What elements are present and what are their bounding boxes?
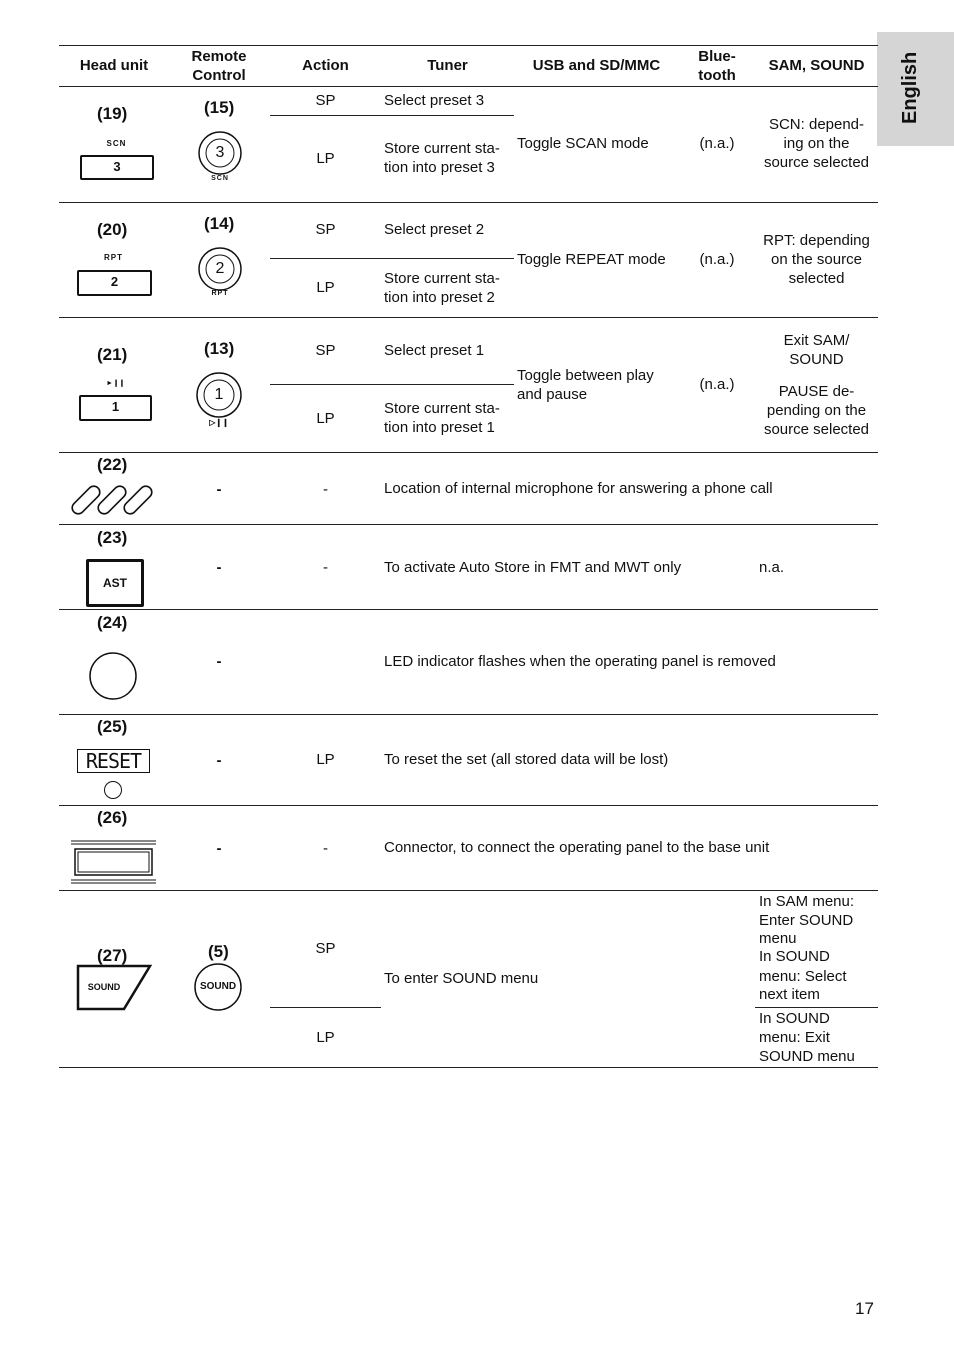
row-23-remote: - — [216, 559, 222, 576]
row-19-lp-tuner — [384, 139, 500, 177]
row-20-bt: (n.a.) — [699, 251, 735, 268]
connector-icon — [71, 840, 157, 886]
col-header-remote-line2: Control — [192, 67, 246, 84]
head-unit-key-2[interactable]: 2 — [77, 270, 152, 296]
row-27-mid-rule-left — [270, 1007, 381, 1008]
row-19-number: (19) — [97, 104, 128, 123]
row-21-bt: (n.a.) — [699, 376, 735, 393]
row-26-remote: - — [216, 840, 222, 857]
row-21-sam-l4: pending on the — [766, 402, 867, 419]
row-20-sp-tuner: Select preset 2 — [384, 221, 485, 238]
row-22-desc: Location of internal microphone for answering a phone call — [384, 480, 773, 497]
remote-scn-label: SCN — [211, 175, 229, 182]
row-27-number: (27) — [97, 946, 128, 965]
row-27-sam-sp-l1: In SAM menu: — [759, 893, 855, 910]
row-19-sam-l3: source selected — [763, 154, 870, 171]
row-26-bottom-rule — [59, 890, 878, 891]
row-23-desc: To activate Auto Store in FMT and MWT only — [384, 559, 682, 576]
reset-label: RESET — [77, 749, 150, 773]
col-header-bt-line1: Blue- — [698, 48, 736, 65]
row-21-usb — [517, 366, 654, 404]
col-header-usb: USB and SD/MMC — [532, 57, 661, 74]
row-20-usb: Toggle REPEAT mode — [517, 251, 666, 268]
row-21-sp: SP — [315, 342, 336, 359]
row-24-number: (24) — [97, 613, 128, 632]
rpt-key-label: RPT — [104, 253, 123, 262]
row-21-bottom-rule — [59, 452, 878, 453]
row-27-sp: SP — [315, 940, 336, 957]
reset-button-icon[interactable] — [104, 781, 124, 801]
row-27-mid-rule-right — [755, 1007, 878, 1008]
row-27-sam-lp-l3: SOUND menu — [759, 1048, 855, 1065]
remote-rpt-label: RPT — [211, 290, 229, 297]
row-20-sam-l1: RPT: depending — [763, 232, 870, 249]
row-19-lp: LP — [316, 150, 335, 167]
row-24-remote: - — [216, 653, 222, 670]
remote-13-number: (13) — [204, 339, 235, 358]
microphone-slots-icon — [72, 486, 158, 518]
row-21-lp-tuner-l1: Store current sta- — [384, 400, 500, 417]
row-19-sp-tuner: Select preset 3 — [384, 92, 485, 109]
row-19-lp-tuner-l1: Store current sta- — [384, 140, 500, 157]
head-unit-key-1[interactable]: 1 — [79, 395, 152, 421]
language-tab — [877, 32, 954, 146]
ast-key[interactable]: AST — [86, 559, 144, 607]
row-20-lp-tuner-l2: tion into preset 2 — [384, 289, 495, 306]
led-indicator-icon — [89, 652, 139, 702]
row-20-sam — [755, 231, 878, 288]
row-25-remote: - — [216, 752, 222, 769]
row-27-sam-lp-l1: In SOUND — [759, 1010, 830, 1027]
col-header-action: Action — [302, 57, 349, 74]
language-tab-label: English — [899, 51, 921, 124]
row-25-desc: To reset the set (all stored data will be lost) — [384, 751, 669, 768]
row-27-desc: To enter SOUND menu — [384, 970, 539, 987]
remote-button-2-digit: 2 — [215, 260, 225, 277]
remote-15-number: (15) — [204, 98, 235, 117]
row-27-sam-lp — [759, 1009, 855, 1066]
row-19-lp-tuner-l2: tion into preset 3 — [384, 159, 495, 176]
row-19-usb: Toggle SCAN mode — [517, 135, 649, 152]
row-27-sam-sp-l2: Enter SOUND — [759, 912, 854, 929]
row-21-sam-pause — [755, 382, 878, 439]
row-20-lp: LP — [316, 279, 335, 296]
row-21-sam-l1: Exit SAM/ — [783, 332, 850, 349]
table-bottom-rule — [59, 1067, 878, 1068]
row-26-desc: Connector, to connect the operating panel to the base unit — [384, 839, 770, 856]
remote-5-number: (5) — [208, 942, 229, 961]
col-header-sam-sound: SAM, SOUND — [768, 57, 865, 74]
play-pause-key-label: ►❙❙ — [106, 380, 125, 387]
row-23-bottom-rule — [59, 609, 878, 610]
row-24-bottom-rule — [59, 714, 878, 715]
row-19-sp: SP — [315, 92, 336, 109]
row-21-lp: LP — [316, 410, 335, 427]
row-21-mid-rule — [270, 384, 514, 385]
row-23-action: - — [323, 559, 328, 576]
table-top-rule — [59, 45, 878, 46]
row-19-sam-l2: ing on the — [783, 135, 850, 152]
sound-key-label: SOUND — [87, 982, 121, 992]
remote-play-pause-label: ▷❙❙ — [209, 418, 229, 427]
row-22-number: (22) — [97, 455, 128, 474]
row-21-lp-tuner-l2: tion into preset 1 — [384, 419, 495, 436]
row-22-action: - — [323, 481, 328, 498]
row-27-lp: LP — [316, 1029, 335, 1046]
scn-key-label: SCN — [106, 139, 127, 148]
row-27-sam-sp — [759, 892, 854, 1003]
row-27-sam-sp-l3: menu — [759, 930, 797, 947]
row-23-sam: n.a. — [759, 559, 785, 576]
row-21-sam-exit — [755, 331, 878, 369]
row-25-action: LP — [316, 751, 335, 768]
row-21-sp-tuner: Select preset 1 — [384, 342, 485, 359]
row-21-sam-l3: PAUSE de- — [778, 383, 855, 400]
row-27-sam-sp-l5: menu: Select — [759, 968, 847, 985]
row-20-lp-tuner — [384, 269, 500, 307]
row-25-number: (25) — [97, 717, 128, 736]
row-23-number: (23) — [97, 528, 128, 547]
remote-button-3-digit: 3 — [215, 144, 225, 161]
row-26-number: (26) — [97, 808, 128, 827]
row-19-bt: (n.a.) — [699, 135, 735, 152]
remote-14-number: (14) — [204, 214, 235, 233]
row-21-number: (21) — [97, 345, 128, 364]
row-19-sam — [755, 115, 878, 172]
row-26-action: - — [323, 840, 328, 857]
remote-sound-label: SOUND — [199, 981, 237, 992]
col-header-tuner: Tuner — [427, 57, 468, 74]
row-21-usb-l1: Toggle between play — [517, 367, 654, 384]
row-24-desc: LED indicator flashes when the operating panel is removed — [384, 653, 776, 670]
col-header-remote-line1: Remote — [191, 48, 247, 65]
row-20-sp: SP — [315, 221, 336, 238]
header-bottom-rule — [59, 86, 878, 87]
col-header-bt-line2: tooth — [698, 67, 736, 84]
row-20-bottom-rule — [59, 317, 878, 318]
col-header-bluetooth — [679, 47, 755, 85]
row-20-lp-tuner-l1: Store current sta- — [384, 270, 500, 287]
row-19-sam-l1: SCN: depend- — [768, 116, 865, 133]
row-22-remote: - — [216, 481, 222, 498]
row-22-bottom-rule — [59, 524, 878, 525]
head-unit-key-3[interactable]: 3 — [80, 155, 154, 180]
row-19-mid-rule — [270, 115, 514, 116]
row-21-usb-l2: and pause — [517, 386, 588, 403]
row-25-bottom-rule — [59, 805, 878, 806]
row-20-sam-l3: selected — [788, 270, 845, 287]
row-27-sam-sp-l6: next item — [759, 986, 820, 1003]
remote-button-1-digit: 1 — [214, 386, 224, 403]
row-21-sam-l2: SOUND — [789, 351, 844, 368]
row-19-bottom-rule — [59, 202, 878, 203]
row-21-lp-tuner — [384, 399, 500, 437]
col-header-head-unit: Head unit — [79, 57, 149, 74]
row-21-sam-l5: source selected — [763, 421, 870, 438]
col-header-remote-control — [169, 47, 269, 85]
row-20-mid-rule — [270, 258, 514, 259]
row-20-number: (20) — [97, 220, 128, 239]
row-20-sam-l2: on the source — [771, 251, 862, 268]
row-27-sam-lp-l2: menu: Exit — [759, 1029, 830, 1046]
page-number: 17 — [855, 1299, 874, 1318]
row-27-sam-sp-l4: In SOUND — [759, 948, 830, 965]
